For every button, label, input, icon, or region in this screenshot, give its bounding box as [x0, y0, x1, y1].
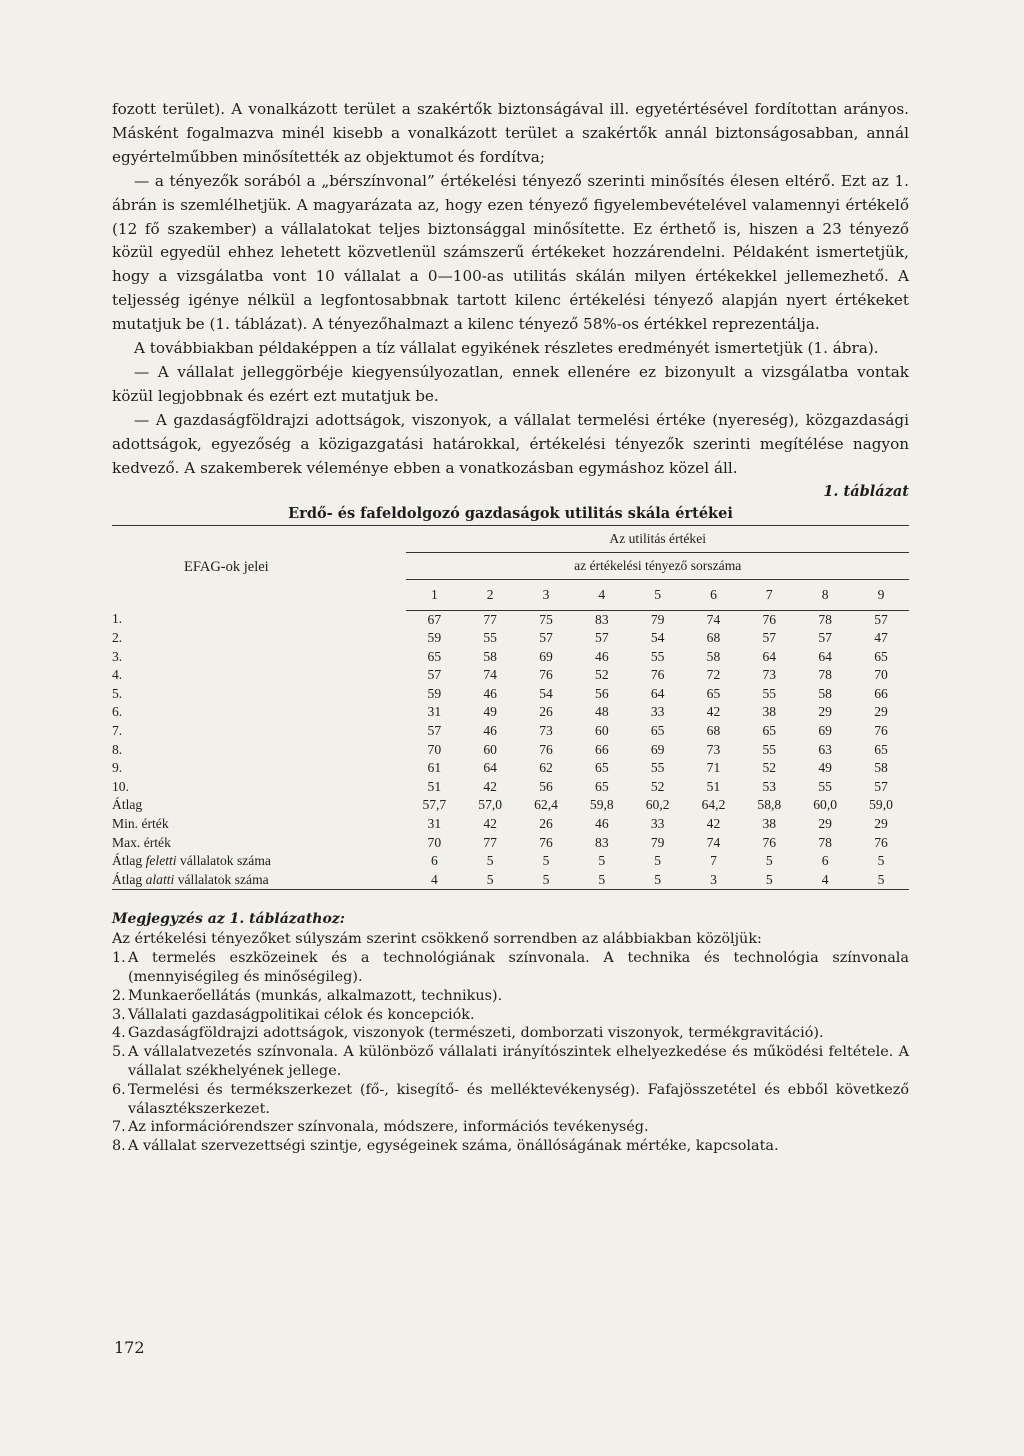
column-header: 2 [462, 579, 518, 610]
table-cell: 5 [654, 853, 662, 869]
table-cell: 59,0 [869, 797, 893, 813]
table-cell: 64,2 [701, 797, 726, 813]
row-label-pre: Átlag [112, 871, 146, 887]
note-text: Termelési és termékszerkezet (fő-, kisegítő- és melléktevékenység). Fafajösszetétel és ebből következő választékszerkezet. [128, 1081, 909, 1117]
group-header: Az utilitás értékei [406, 525, 909, 552]
note-item [112, 1081, 909, 1119]
utility-table [112, 525, 909, 891]
table-cell: 72 [706, 667, 721, 683]
table-cell: 55 [483, 630, 497, 646]
table-cell: 4 [797, 871, 853, 890]
table-cell: 57,0 [478, 797, 503, 813]
table-cell: 73 [706, 741, 721, 757]
table-cell: 5 [462, 871, 518, 890]
row-label-post: vállalatok száma [176, 853, 271, 869]
column-header: 7 [741, 579, 797, 610]
note-item [112, 1137, 909, 1156]
table-row [112, 759, 909, 778]
row-label: 5. [112, 685, 123, 701]
table-cell: 5 [765, 853, 773, 869]
note-text: A termelés eszközeinek és a technológiának színvonala. A technika és technológia színvonala (mennyiségileg és minőségileg). [128, 950, 909, 985]
table-cell: 6 [821, 853, 829, 869]
table-cell: 68 [706, 630, 721, 646]
table-cell: 29 [818, 816, 832, 832]
table-cell: 6 [430, 853, 438, 869]
table-cell: 53 [762, 778, 777, 794]
table-cell: 55 [650, 648, 665, 664]
table-cell: 65 [762, 723, 777, 739]
table-row [112, 778, 909, 797]
table-cell: 73 [762, 667, 777, 683]
note-number: 7. [112, 1119, 126, 1136]
row-label: Max. érték [112, 834, 171, 850]
column-header: 4 [574, 579, 630, 610]
table-cell: 46 [483, 685, 497, 701]
table-cell: 54 [539, 685, 553, 701]
table-cell: 33 [650, 816, 665, 832]
note-number: 1. [112, 950, 126, 967]
table-cell: 31 [427, 816, 442, 832]
row-label: 4. [112, 667, 123, 683]
table-cell: 66 [595, 741, 609, 757]
table-cell: 77 [483, 834, 497, 850]
table-row [112, 648, 909, 667]
table-title: Erdő- és fafeldolgozó gazdaságok utilitás skála értékei [288, 504, 733, 522]
note-number: 8. [112, 1138, 126, 1155]
table-cell: 3 [686, 871, 742, 890]
table-row [112, 741, 909, 760]
table-row [112, 815, 909, 834]
table-cell: 76 [874, 723, 888, 739]
notes-title: Megjegyzés az 1. táblázathoz: [112, 911, 345, 928]
table-cell: 76 [539, 667, 553, 683]
table-row [112, 610, 909, 629]
table-cell: 79 [650, 834, 665, 850]
table-cell: 69 [818, 723, 832, 739]
row-label-pre: Átlag [112, 853, 146, 869]
table-cell: 31 [427, 704, 442, 720]
table-cell: 74 [706, 834, 721, 850]
row-label-emphasis: alatti [145, 871, 175, 887]
table-cell: 42 [483, 778, 497, 794]
row-label [112, 852, 406, 871]
table-cell: 64 [818, 648, 832, 664]
column-header: 5 [630, 579, 686, 610]
table-cell: 38 [762, 704, 777, 720]
table-cell: 42 [706, 704, 721, 720]
row-label-emphasis: feletti [145, 853, 177, 869]
table-cell: 78 [818, 834, 832, 850]
table-cell: 57 [427, 723, 442, 739]
note-text: A vállalat szervezettségi szintje, egységeinek száma, önállóságának mértéke, kapcsolata. [128, 1138, 779, 1155]
table-cell: 69 [650, 741, 665, 757]
table-cell: 78 [818, 667, 832, 683]
table-cell: 66 [874, 685, 888, 701]
table-cell: 78 [818, 611, 832, 627]
table-body [112, 610, 909, 890]
table-cell: 65 [595, 778, 609, 794]
table-cell: 5 [486, 853, 494, 869]
table-cell: 5 [853, 871, 909, 890]
table-cell: 29 [818, 704, 832, 720]
table-cell: 62 [539, 760, 553, 776]
table-cell: 57 [874, 778, 888, 794]
table-cell: 52 [650, 778, 665, 794]
table-cell: 60 [483, 741, 497, 757]
paragraph-4: — A vállalat jelleggörbéje kiegyensúlyozatlan, ennek ellenére ez bizonyult a vizsgálatba vontak közül legjobbnak és ezért ezt mutatjuk be. [112, 362, 909, 405]
paragraph-5: — A gazdaságföldrajzi adottságok, viszonyok, a vállalat termelési értéke (nyereség), közgazdasági adottságok, egyezőség a közigazgatási határokkal, értékelési tényezők szerinti megítélése nagyon kedvező. A szakemberek véleménye ebben a vonatkozásban egymáshoz közel áll. [112, 410, 909, 477]
table-cell: 64 [483, 760, 497, 776]
table-cell: 58 [818, 685, 832, 701]
table-cell: 71 [706, 760, 721, 776]
table-cell: 75 [539, 611, 553, 627]
table-cell: 49 [483, 704, 497, 720]
table-cell: 73 [539, 723, 553, 739]
row-label: 7. [112, 723, 123, 739]
table-cell: 76 [650, 667, 665, 683]
column-header: 1 [406, 579, 462, 610]
table-cell: 76 [539, 834, 553, 850]
table-row [112, 796, 909, 815]
sub-header: az értékelési tényező sorszáma [406, 552, 909, 579]
table-cell: 5 [574, 871, 630, 890]
table-label: 1. táblázat [823, 482, 909, 500]
note-number: 2. [112, 987, 126, 1004]
row-label: 10. [112, 778, 129, 794]
row-label: 3. [112, 648, 123, 664]
table-cell: 56 [595, 685, 609, 701]
column-header: 3 [518, 579, 574, 610]
table-row [112, 834, 909, 853]
table-cell: 63 [818, 741, 832, 757]
note-item [112, 987, 909, 1006]
table-cell: 79 [650, 611, 665, 627]
table-cell: 46 [595, 648, 609, 664]
table-row [112, 871, 909, 890]
table-row [112, 685, 909, 704]
table-cell: 65 [427, 648, 442, 664]
note-number: 4. [112, 1025, 126, 1042]
note-item [112, 949, 909, 987]
row-label: Átlag [112, 797, 143, 813]
note-item [112, 1043, 909, 1081]
table-cell: 46 [595, 816, 609, 832]
table-cell: 52 [762, 760, 777, 776]
table-cell: 49 [818, 760, 832, 776]
table-cell: 47 [874, 630, 888, 646]
note-number: 3. [112, 1006, 126, 1023]
table-row [112, 666, 909, 685]
table-cell: 55 [650, 760, 665, 776]
page-body [112, 98, 909, 1156]
table-cell: 59 [427, 630, 442, 646]
table-cell: 64 [650, 685, 665, 701]
table-cell: 55 [762, 741, 777, 757]
table-cell: 76 [874, 834, 888, 850]
table-cell: 33 [650, 704, 665, 720]
note-item [112, 1006, 909, 1025]
table-cell: 83 [595, 611, 609, 627]
table-cell: 67 [427, 611, 442, 627]
table-cell: 57 [427, 667, 442, 683]
row-label: 9. [112, 760, 123, 776]
table-cell: 62,4 [534, 797, 558, 813]
row-header: EFAG-ok jelei [112, 525, 406, 610]
table-cell: 59 [427, 685, 442, 701]
page-number: 172 [114, 1338, 145, 1357]
table-cell: 57 [539, 630, 553, 646]
table-cell: 57 [595, 630, 609, 646]
table-cell: 57,7 [422, 797, 447, 813]
table-cell: 5 [518, 871, 574, 890]
table-cell: 5 [877, 853, 885, 869]
table-row [112, 852, 909, 871]
note-text: Az információrendszer színvonala, módszere, információs tevékenység. [128, 1119, 649, 1136]
row-label-post: vállalatok száma [174, 871, 269, 887]
table-cell: 5 [630, 871, 686, 890]
table-cell: 58 [706, 648, 721, 664]
table-cell: 70 [427, 834, 442, 850]
paragraph-3: A továbbiakban példaképpen a tíz vállalat egyikének részletes eredményét ismertetjük (1. ábra). [134, 339, 879, 358]
table-row [112, 703, 909, 722]
table-row [112, 629, 909, 648]
note-item [112, 1118, 909, 1137]
paragraph-1: fozott terület). A vonalkázott terület a szakértők biztonságával ill. egyetértésével fordítottan arányos. Másként fogalmazva minél kisebb a vonalkázott terület a szakértők annál biztonságosabban, annál egyértelműbben minősítették az objektumot és fordítva; [112, 100, 909, 166]
paragraph-2: — a tényezők sorából a „bérszínvonal” értékelési tényező szerinti minősítés élesen eltérő. Ezt az 1. ábrán is szemlélhetjük. A magyarázata az, hogy ezen tényező figyelembevételével valamennyi értékelő (12 fő szakember) a vállalatokat teljes biztonsággal minősítette. Ez érthető is, hiszen a 23 tényező közül egyedül ehhez lehetett közvetlenül számszerű értékeket hozzárendelni. Példaként ismertetjük, hogy a vizsgálatba vont 10 vállalat a 0—100-as utilitás skálán milyen értékekkel jellemezhető. A teljesség igénye nélkül a legfontosabbnak tartott kilenc értékelési tényező alapján nyert értékeket mutatjuk be (1. táblázat). A tényezőhalmazt a kilenc tényező 58%-os értékkel reprezentálja. [112, 171, 909, 334]
table-cell: 65 [595, 760, 609, 776]
table-cell: 83 [595, 834, 609, 850]
column-header: 6 [686, 579, 742, 610]
table-cell: 76 [762, 834, 777, 850]
column-header: 9 [853, 579, 909, 610]
table-cell: 56 [539, 778, 553, 794]
table-cell: 76 [539, 741, 553, 757]
table-cell: 29 [874, 816, 888, 832]
table-cell: 65 [874, 648, 888, 664]
table-cell: 74 [483, 667, 497, 683]
note-text: Gazdaságföldrajzi adottságok, viszonyok (természeti, domborzati viszonyok, termékgravitáció). [128, 1025, 824, 1042]
row-label: 2. [112, 630, 123, 646]
table-cell: 48 [595, 704, 609, 720]
table-cell: 76 [762, 611, 777, 627]
notes-list [112, 949, 909, 1156]
table-cell: 42 [706, 816, 721, 832]
table-cell: 68 [706, 723, 721, 739]
table-cell: 65 [706, 685, 721, 701]
table-row [112, 722, 909, 741]
note-text: Vállalati gazdaságpolitikai célok és koncepciók. [128, 1006, 475, 1023]
table-cell: 29 [874, 704, 888, 720]
table-cell: 58,8 [757, 797, 782, 813]
table-cell: 54 [650, 630, 665, 646]
table-cell: 69 [539, 648, 553, 664]
note-item [112, 1024, 909, 1043]
row-label: 6. [112, 704, 123, 720]
table-cell: 60,2 [645, 797, 670, 813]
row-label [112, 871, 406, 890]
table-cell: 59,8 [589, 797, 614, 813]
table-cell: 77 [483, 611, 497, 627]
table-cell: 57 [762, 630, 777, 646]
table-cell: 5 [542, 853, 550, 869]
table-cell: 61 [427, 760, 442, 776]
note-text: A vállalatvezetés színvonala. A különböző vállalati irányítószintek elhelyezkedése és működési feltétele. A vállalat székhelyének jellege. [128, 1044, 909, 1079]
table-cell: 26 [539, 816, 553, 832]
table-cell: 60,0 [813, 797, 838, 813]
table-cell: 57 [818, 630, 832, 646]
table-cell: 7 [710, 853, 717, 869]
table-cell: 46 [483, 723, 497, 739]
table-cell: 51 [427, 778, 442, 794]
notes-intro: Az értékelési tényezőket súlyszám szerint csökkenő sorrendben az alábbiakban közöljük: [112, 931, 762, 948]
table-cell: 55 [818, 778, 832, 794]
note-number: 5. [112, 1044, 126, 1061]
row-label: 8. [112, 741, 123, 757]
table-cell: 65 [650, 723, 665, 739]
table-cell: 58 [483, 648, 497, 664]
note-text: Munkaerőellátás (munkás, alkalmazott, technikus). [128, 987, 503, 1004]
table-cell: 5 [598, 853, 606, 869]
table-cell: 5 [741, 871, 797, 890]
table-cell: 38 [762, 816, 777, 832]
row-label: Min. érték [112, 816, 169, 832]
row-label: 1. [112, 611, 123, 627]
note-number: 6. [112, 1081, 126, 1098]
table-cell: 4 [406, 871, 462, 890]
table-cell: 42 [483, 816, 497, 832]
table-cell: 70 [874, 667, 888, 683]
table-cell: 65 [874, 741, 888, 757]
table-cell: 55 [762, 685, 777, 701]
table-cell: 58 [874, 760, 888, 776]
table-cell: 74 [706, 611, 721, 627]
table-cell: 26 [539, 704, 553, 720]
table-cell: 70 [427, 741, 442, 757]
table-cell: 52 [595, 667, 609, 683]
column-header: 8 [797, 579, 853, 610]
table-cell: 51 [706, 778, 721, 794]
table-cell: 64 [762, 648, 777, 664]
table-cell: 57 [874, 611, 888, 627]
table-cell: 60 [595, 723, 609, 739]
